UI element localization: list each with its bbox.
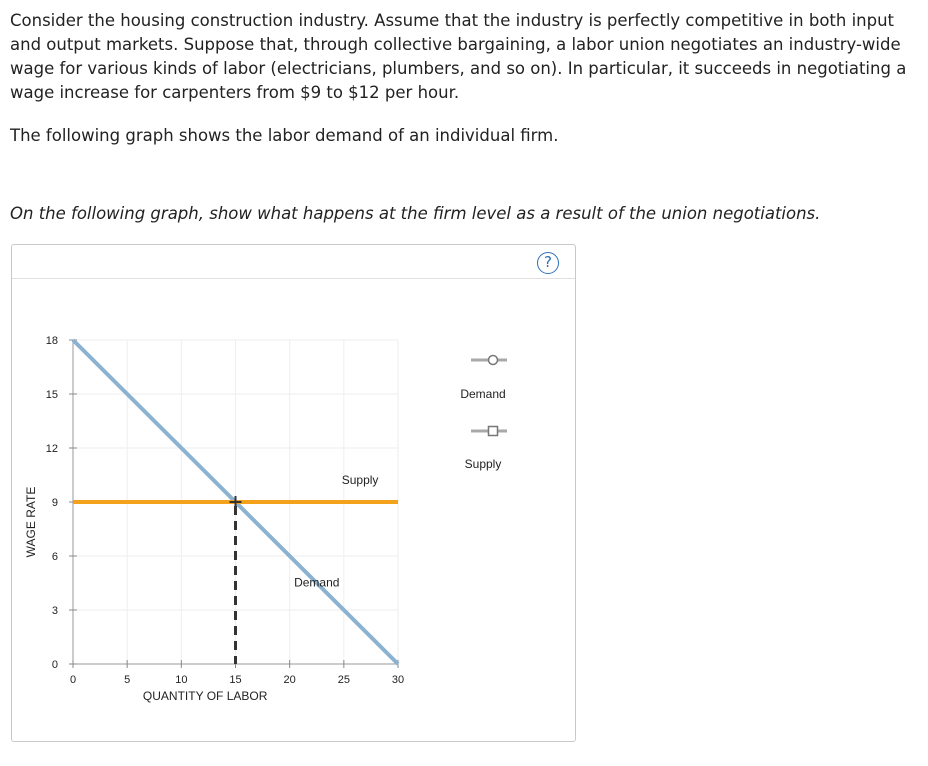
legend-item-demand[interactable] <box>460 356 507 402</box>
legend[interactable] <box>460 356 507 472</box>
question-mark-icon[interactable]: ? <box>537 252 559 274</box>
y-tick-label: 12 <box>45 443 58 455</box>
demand-curve-label: Demand <box>294 575 340 590</box>
x-tick-label: 5 <box>124 674 131 686</box>
x-tick-label: 20 <box>283 674 296 686</box>
x-tick-label: 0 <box>69 674 77 686</box>
legend-label: Demand <box>460 387 506 401</box>
y-tick-label: 9 <box>51 497 58 509</box>
ticks <box>46 335 404 686</box>
x-tick-label: 30 <box>391 674 405 686</box>
y-tick-label: 18 <box>45 335 58 347</box>
y-tick-label: 3 <box>51 605 58 617</box>
x-tick-label: 25 <box>337 674 350 686</box>
intro-paragraph: Consider the housing construction industry. Assume that the industry is perfectly competitive in both input and output markets. Suppose that, through collective bargaining, a labor union negotiates an industry-wide wage for various kinds of labor (electricians, plumbers, and so on). In particular, it succeeds in negotiating a wage increase for carpenters from $9 to $12 per hour. <box>10 11 907 102</box>
y-axis-title: WAGE RATE <box>24 486 38 558</box>
square-marker-icon[interactable] <box>489 427 498 436</box>
y-tick-label: 6 <box>51 551 58 563</box>
x-tick-label: 15 <box>229 674 242 686</box>
y-tick-label: 0 <box>51 659 58 671</box>
x-tick-label: 10 <box>175 674 188 686</box>
y-tick-label: 15 <box>45 389 58 401</box>
instruction-text: On the following graph, show what happens at the firm level as a result of the union negotiations. <box>10 204 821 223</box>
graph-description: The following graph shows the labor demand of an individual firm. <box>10 126 559 145</box>
legend-item-supply[interactable] <box>465 427 507 472</box>
supply-curve-label: Supply <box>341 473 379 487</box>
legend-label: Supply <box>464 457 502 471</box>
circle-marker-icon[interactable] <box>489 356 498 365</box>
x-axis-title: QUANTITY OF LABOR <box>142 689 268 703</box>
